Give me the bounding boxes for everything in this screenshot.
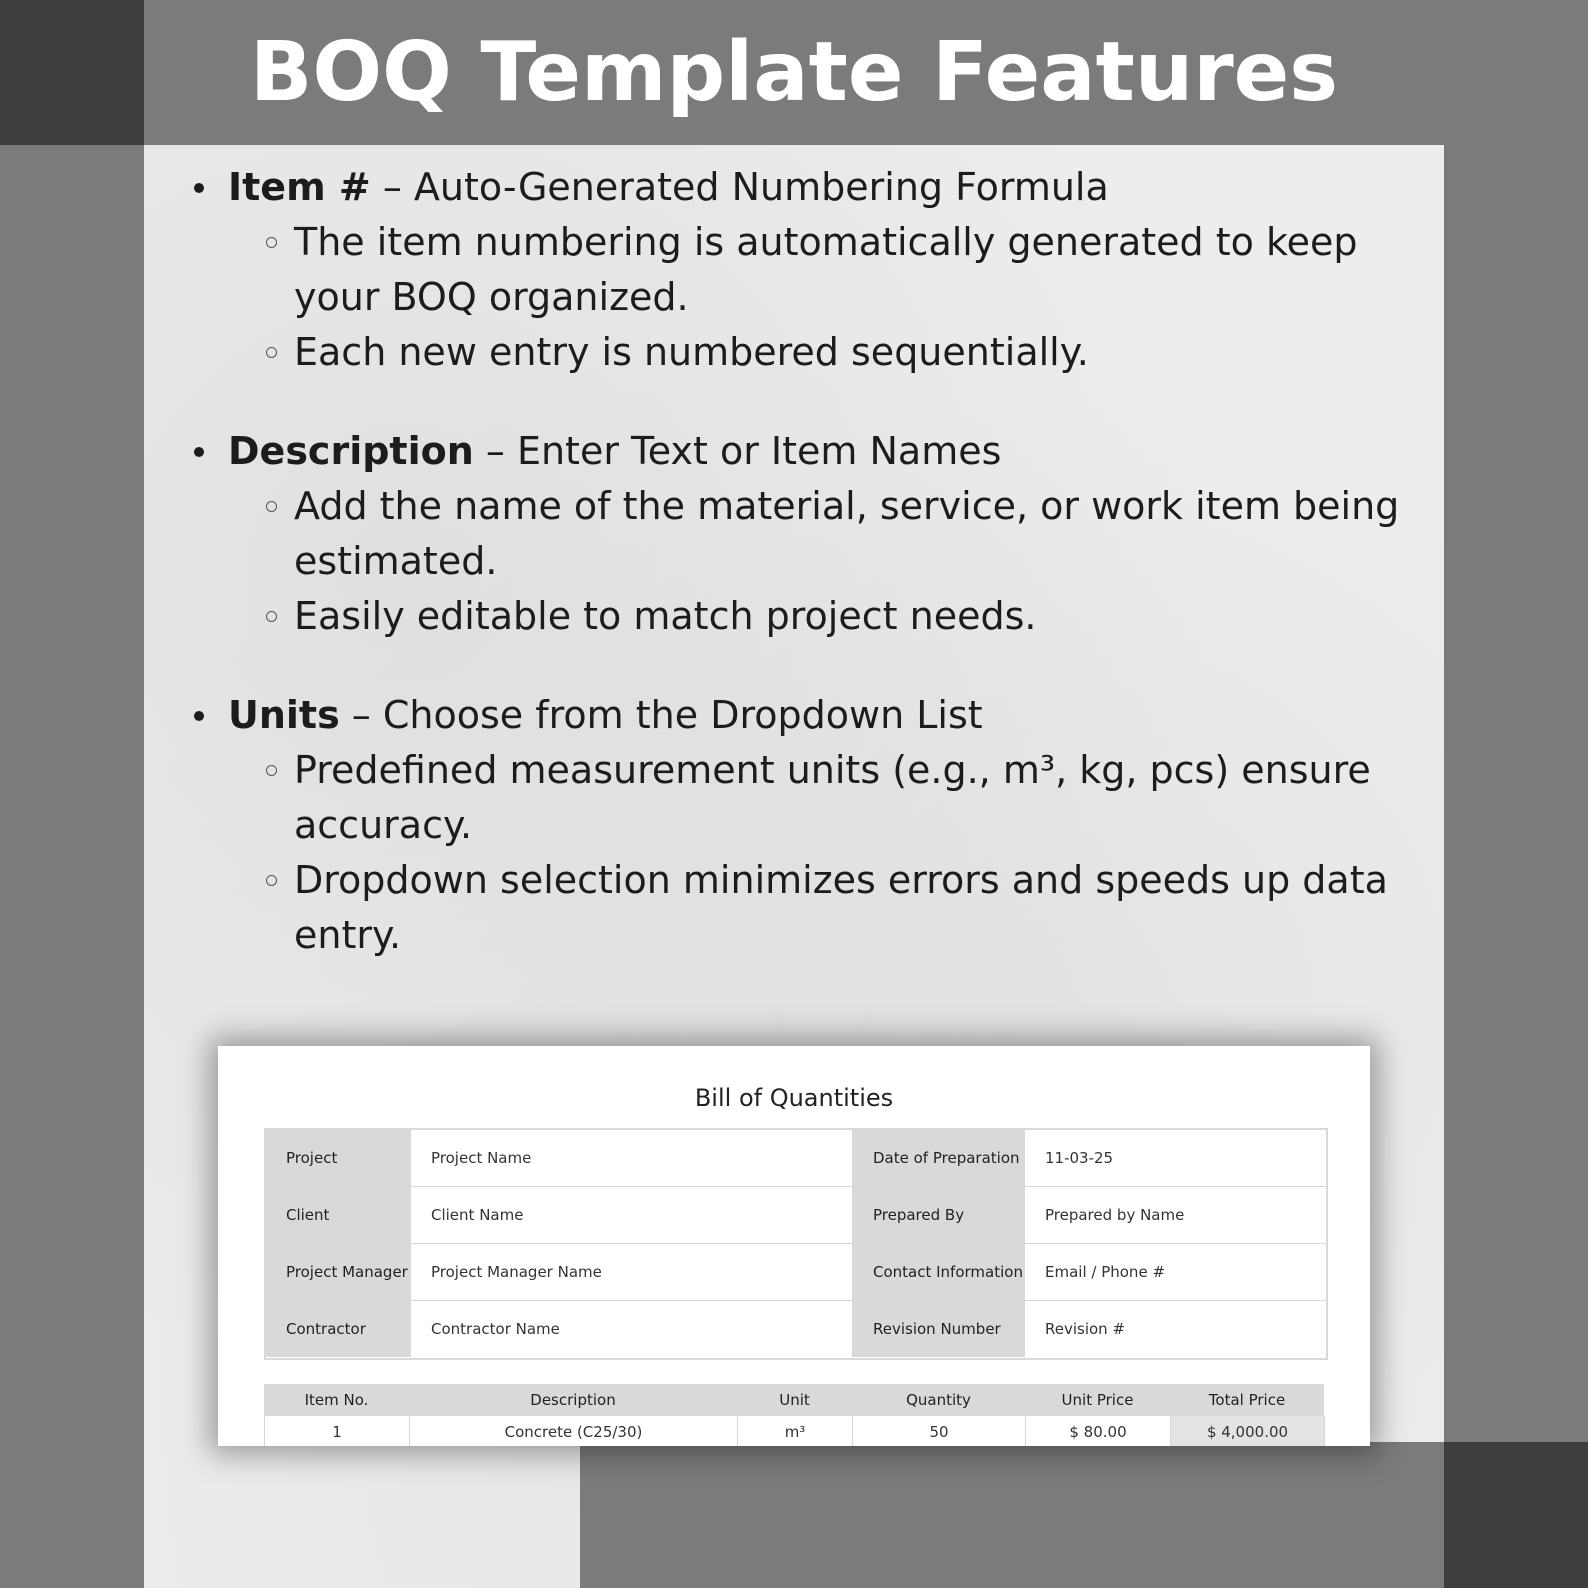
table-cell[interactable]: $ 80.00 [1026,1416,1171,1446]
info-label: Prepared By [853,1187,1025,1243]
bullet-icon [194,447,204,457]
sub-bullet-icon [266,501,277,512]
feature-heading [190,424,1440,479]
feature-units [190,688,1440,963]
info-row [266,1301,1326,1357]
table-cell[interactable]: m³ [738,1416,853,1446]
feature-description [190,424,1440,644]
feature-label: Units [228,693,340,737]
info-value[interactable]: Email / Phone # [1045,1263,1166,1281]
info-label: Date of Preparation [853,1130,1025,1186]
info-label: Contact Information [853,1244,1025,1300]
info-value[interactable]: Contractor Name [411,1301,853,1357]
boq-sheet-preview [218,1046,1370,1446]
sub-bullet-icon [266,875,277,886]
feature-summary: Enter Text or Item Names [516,429,1002,473]
feature-list [190,160,1440,1007]
info-label: Client [266,1187,411,1243]
feature-point-text: The item numbering is automatically generated to keep your BOQ organized. [294,220,1358,319]
info-value[interactable]: Project Manager Name [411,1244,853,1300]
feature-point-text: Add the name of the material, service, or work item being estimated. [294,484,1400,583]
feature-heading [190,688,1440,743]
info-value[interactable]: Revision # [1045,1320,1126,1338]
feature-label: Item # [228,165,371,209]
items-table-header [264,1384,1324,1416]
bullet-icon [194,711,204,721]
info-row [266,1187,1326,1244]
table-cell: $ 4,000.00 [1171,1416,1325,1446]
table-cell[interactable]: 1 [265,1416,410,1446]
sub-bullet-icon [266,765,277,776]
sheet-title: Bill of Quantities [694,1084,894,1112]
feature-point-text: Predefined measurement units (e.g., m³, kg, pcs) ensure accuracy. [294,748,1371,847]
column-header: Description [530,1391,616,1409]
feature-point-text: Dropdown selection minimizes errors and speeds up data entry. [294,858,1388,957]
column-header: Unit Price [1061,1391,1134,1409]
feature-summary: Auto-Generated Numbering Formula [413,165,1109,209]
corner-block-top-left [0,0,144,145]
feature-separator: – [339,693,383,737]
info-label: Project [266,1130,411,1186]
feature-heading [190,160,1440,215]
feature-point-text: Each new entry is numbered sequentially. [294,330,1089,374]
info-value[interactable]: Client Name [411,1187,853,1243]
feature-point [190,853,1440,963]
feature-separator: – [473,429,517,473]
info-label: Revision Number [853,1301,1025,1357]
column-header: Quantity [906,1391,971,1409]
corner-block-bottom-right [1444,1442,1588,1588]
info-row [266,1244,1326,1301]
page-title: BOQ Template Features [249,25,1339,120]
feature-item-number [190,160,1440,380]
bottom-band [580,1442,1444,1588]
feature-point [190,215,1440,325]
table-cell[interactable]: 50 [853,1416,1026,1446]
feature-point [190,589,1440,644]
feature-point-text: Easily editable to match project needs. [294,594,1037,638]
column-header: Item No. [304,1391,369,1409]
table-row [264,1416,1324,1446]
sub-bullet-icon [266,237,277,248]
info-value[interactable]: Prepared by Name [1045,1206,1185,1224]
info-value[interactable]: Project Name [411,1130,853,1186]
items-table [264,1384,1324,1446]
info-label: Contractor [266,1301,411,1357]
right-band [1444,578,1588,1442]
feature-separator: – [370,165,414,209]
feature-point [190,325,1440,380]
column-header: Total Price [1208,1391,1286,1409]
sub-bullet-icon [266,611,277,622]
feature-summary: Choose from the Dropdown List [382,693,983,737]
table-cell[interactable]: Concrete (C25/30) [410,1416,738,1446]
project-info-table [264,1128,1328,1360]
feature-label: Description [228,429,474,473]
bullet-icon [194,183,204,193]
feature-point [190,479,1440,589]
info-label: Project Manager [266,1244,411,1300]
info-value[interactable]: 11-03-25 [1045,1149,1114,1167]
sub-bullet-icon [266,347,277,358]
feature-point [190,743,1440,853]
column-header: Unit [779,1391,810,1409]
info-row [266,1130,1326,1187]
